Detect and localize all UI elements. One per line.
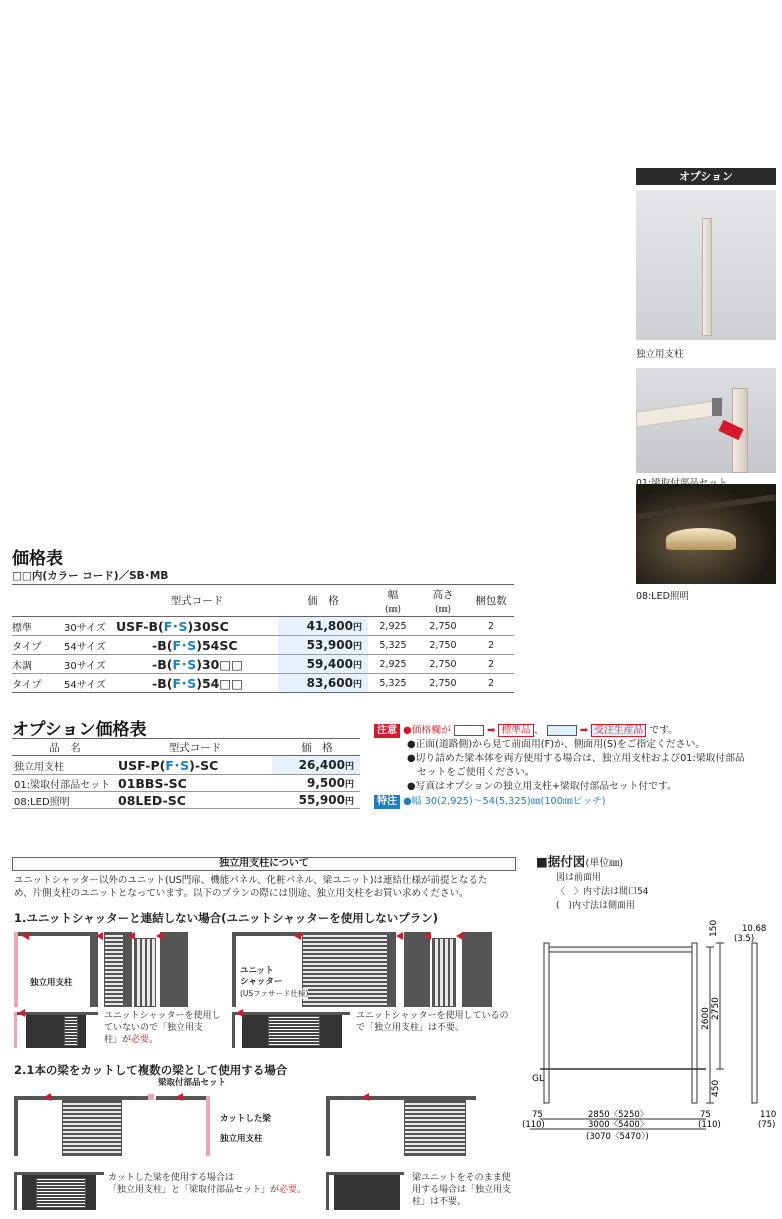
note-case2-right: 梁ユニットをそのまま使 用する場合は「独立用支 柱」は不要。 — [412, 1173, 512, 1207]
size-label: 54サイズ — [64, 636, 116, 655]
header-height: 高さ (㎜) — [418, 585, 468, 617]
dim-75l: 75 — [532, 1110, 543, 1120]
section-bar: 独立用支柱について — [12, 857, 516, 871]
table-row — [12, 617, 514, 636]
dim-110l: (110) — [522, 1120, 545, 1130]
standard-label: 標準品 — [498, 724, 533, 737]
pack-value: 2 — [468, 655, 514, 674]
header-name: 品 名 — [12, 739, 116, 756]
header-price: 価 格 — [278, 585, 368, 617]
width-value: 2,925 — [368, 617, 418, 636]
order-label: 受注生産品 — [591, 724, 646, 737]
case2-title: 2.1本の梁をカットして複数の梁として使用する場合 — [14, 1063, 288, 1077]
model-code: 08LED-SC — [116, 792, 272, 809]
dim-2600: 2600 — [701, 1007, 711, 1030]
height-value: 2,750 — [418, 617, 468, 636]
post-photo — [636, 190, 776, 340]
beam-set-photo — [636, 368, 776, 473]
width-value: 2,925 — [368, 655, 418, 674]
note-line: ●写真はオプションの独立用支柱+梁取付部品セット付です。 — [407, 781, 677, 792]
header-width: 幅 (㎜) — [368, 585, 418, 617]
price-table-subtitle: □□内(カラー コード)／SB･MB — [12, 570, 169, 582]
note-line: ●正面(道路側)から見て前面用(F)か、側面用(S)をご指定ください。 — [407, 739, 706, 750]
size-label: 54サイズ — [64, 674, 116, 693]
pack-value: 2 — [468, 617, 514, 636]
header-code: 型式コード — [116, 585, 278, 617]
option-table-title: オプション価格表 — [12, 720, 147, 740]
dim-110: 110 — [760, 1110, 777, 1120]
dimension-note: 図は前面用 — [556, 873, 602, 883]
price-table — [12, 584, 514, 693]
price-value: 53,900円 — [278, 636, 368, 655]
type-label: 木調 — [12, 655, 64, 674]
note-case1-right: ユニットシャッターを使用しているの で「独立用支柱」は不要。 — [356, 1011, 509, 1033]
type-label: 標準 — [12, 617, 64, 636]
dim-3070: (3070〈5470〉) — [586, 1132, 649, 1142]
dim-top2: (3.5) — [734, 934, 755, 944]
price-value: 26,400円 — [272, 756, 360, 775]
price-value: 9,500円 — [272, 775, 360, 792]
order-swatch — [547, 725, 577, 736]
size-label: 30サイズ — [64, 617, 116, 636]
dimension-drawing — [520, 915, 782, 1145]
intro-line: め、片側支柱のユニットとなっています。以下のプランの際には別途、独立用支柱をお買い求めください。 — [14, 888, 469, 899]
width-value: 5,325 — [368, 674, 418, 693]
option-price-table — [12, 738, 360, 809]
model-code: USF-B(F･S)30SC — [116, 617, 278, 636]
model-code: USF-P(F･S)-SC — [116, 756, 272, 775]
option-name: 独立用支柱 — [12, 756, 116, 775]
price-table-title: 価格表 — [12, 549, 63, 569]
dimension-note: ( )内寸法は側面用 — [556, 901, 636, 911]
table-row — [12, 775, 360, 792]
option-name: 01:梁取付部品セット — [12, 775, 116, 792]
label-post2: 独立用支柱 — [220, 1134, 263, 1144]
case1-title: 1.ユニットシャッターと連結しない場合(ユニットシャッターを使用しないプラン) — [14, 911, 438, 925]
model-code: 01BBS-SC — [116, 775, 272, 792]
caution-tag: 注意 — [374, 724, 400, 738]
height-value: 2,750 — [418, 674, 468, 693]
standard-swatch — [454, 725, 484, 736]
table-row — [12, 636, 514, 655]
model-code: -B(F･S)54□□ — [116, 674, 278, 693]
table-row — [12, 792, 360, 809]
price-value: 83,600円 — [278, 674, 368, 693]
dimension-note: 〈 〉内寸法は間口54 — [556, 887, 649, 897]
table-row — [12, 674, 514, 693]
dim-2750: 2750 — [711, 997, 721, 1020]
height-value: 2,750 — [418, 655, 468, 674]
type-label: タイプ — [12, 674, 64, 693]
option-name: 08:LED照明 — [12, 792, 116, 809]
special-note: ●幅 30(2,925)～54(5,325)㎜(100㎜ピッチ) — [403, 796, 606, 807]
width-value: 5,325 — [368, 636, 418, 655]
note-case2-left: カットした梁を使用する場合は 「独立用支柱」と「梁取付部品セット」が必要。 — [108, 1173, 307, 1195]
pack-value: 2 — [468, 636, 514, 655]
price-value: 41,800円 — [278, 617, 368, 636]
note-line: ●切り詰めた梁本体を両方使用する場合は、独立用支柱および01:梁取付部品 — [407, 753, 745, 764]
option-header: オプション — [636, 168, 776, 185]
header-price: 価 格 — [272, 739, 360, 756]
special-tag: 特注 — [374, 795, 400, 809]
size-label: 30サイズ — [64, 655, 116, 674]
dim-75b: (75) — [758, 1120, 776, 1130]
led-photo — [636, 484, 776, 584]
dim-450: 450 — [711, 1079, 721, 1097]
label-shutter: ユニット — [240, 966, 274, 976]
dim-2850: 2850〈5250〉 — [588, 1110, 649, 1120]
type-label: タイプ — [12, 636, 64, 655]
header-code: 型式コード — [116, 739, 272, 756]
pack-value: 2 — [468, 674, 514, 693]
label-beam-set: 梁取付部品セット — [158, 1078, 227, 1088]
note-line: セットをご使用ください。 — [417, 767, 535, 778]
option-caption-post: 独立用支柱 — [636, 349, 684, 360]
height-value: 2,750 — [418, 636, 468, 655]
notes-block: 注意 ●価格欄が ➡ 標準品 、 ➡ 受注生産品 です。 ●正面(道路側)から見て前面用(F)か、側面用(S)をご指定ください。 ●切り詰めた梁本体を両方使用する場合は、独立用支柱および01:梁取付部品 セットをご使用ください。 ●写真はオプションの独立用支柱+梁取付部品セット付です。 特注 ●幅 30(2,925)～54(5,325)㎜(100㎜ピッチ) — [374, 724, 778, 809]
label-cut-beam: カットした梁 — [220, 1114, 271, 1124]
model-code: -B(F･S)30□□ — [116, 655, 278, 674]
intro-line: ユニットシャッター以外のユニット(US門扉、機能パネル、化粧パネル、梁ユニット)は連結仕様が前提となるた — [14, 875, 488, 886]
table-row — [12, 655, 514, 674]
note-case1-left: ユニットシャッターを使用し ていないので「独立用支 柱」が必要。 — [104, 1011, 221, 1045]
model-code: -B(F･S)54SC — [116, 636, 278, 655]
dim-gl: GL — [532, 1074, 544, 1084]
price-value: 59,400円 — [278, 655, 368, 674]
dimension-title: ■据付図(単位㎜) — [536, 854, 624, 869]
label-post: 独立用支柱 — [30, 978, 73, 988]
dim-3000: 3000〈5400〉 — [588, 1120, 649, 1130]
table-row — [12, 756, 360, 775]
dim-top: 10.68 — [742, 924, 767, 934]
dim-150: 150 — [709, 919, 719, 937]
dim-110r: (110) — [698, 1120, 721, 1130]
dim-75r: 75 — [700, 1110, 711, 1120]
option-caption-led: 08:LED照明 — [636, 591, 689, 602]
header-pack: 梱包数 — [468, 585, 514, 617]
price-value: 55,900円 — [272, 792, 360, 809]
